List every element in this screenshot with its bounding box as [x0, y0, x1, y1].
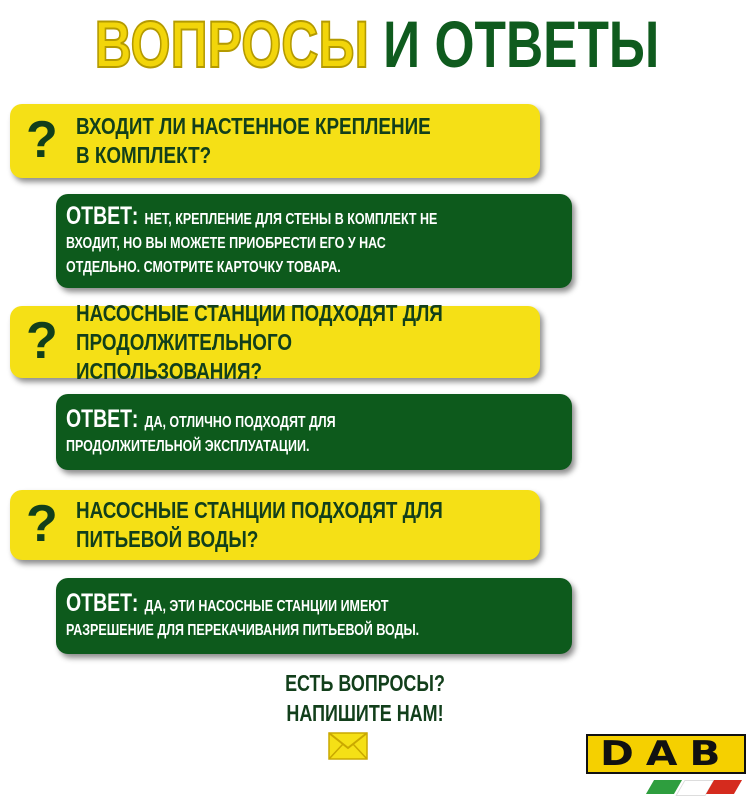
answer-label-3: ОТВЕТ:	[66, 589, 139, 617]
question-box-3	[10, 490, 540, 560]
title-part-1: ВОПРОСЫ	[94, 7, 369, 81]
answer-text-1: НЕТ, КРЕПЛЕНИЕ ДЛЯ СТЕНЫ В КОМПЛЕКТ НЕ ВХОДИТ, НО ВЫ МОЖЕТЕ ПРИОБРЕСТИ ЕГО У НАС ОТДЕЛЬНО. СМОТРИТЕ КАРТОЧКУ ТОВАРА.	[66, 211, 438, 276]
question-text-3: НАСОСНЫЕ СТАНЦИИ ПОДХОДЯТ ДЛЯ ПИТЬЕВОЙ ВОДЫ?	[76, 497, 443, 552]
question-box-2	[10, 299, 540, 384]
question-text-1: ВХОДИТ ЛИ НАСТЕННОЕ КРЕПЛЕНИЕ В КОМПЛЕКТ?	[76, 113, 431, 168]
logo-text: DAB	[599, 734, 733, 774]
question-text-2: НАСОСНЫЕ СТАНЦИИ ПОДХОДЯТ ДЛЯ ПРОДОЛЖИТЕЛЬНОГО ИСПОЛЬЗОВАНИЯ?	[76, 299, 443, 384]
cta-line-2: НАПИШИТЕ НАМ!	[286, 700, 444, 726]
answer-box-3	[56, 578, 572, 654]
answer-box-1	[56, 194, 572, 288]
question-mark-icon: ?	[26, 494, 58, 553]
cta-line-1: ЕСТЬ ВОПРОСЫ?	[285, 670, 445, 696]
answer-box-2	[56, 394, 572, 470]
title-part-2: И ОТВЕТЫ	[383, 7, 660, 81]
flag-red	[706, 780, 742, 794]
answer-text-2: ДА, ОТЛИЧНО ПОДХОДЯТ ДЛЯ ПРОДОЛЖИТЕЛЬНОЙ ЭКСПЛУАТАЦИИ.	[66, 414, 336, 455]
dab-logo	[586, 734, 750, 796]
envelope-icon[interactable]	[328, 732, 368, 760]
answer-label-2: ОТВЕТ:	[66, 405, 139, 433]
answer-label-1: ОТВЕТ:	[66, 202, 139, 230]
question-mark-icon: ?	[26, 311, 58, 370]
question-box-1	[10, 104, 540, 178]
answer-text-3: ДА, ЭТИ НАСОСНЫЕ СТАНЦИИ ИМЕЮТ РАЗРЕШЕНИЕ ДЛЯ ПЕРЕКАЧИВАНИЯ ПИТЬЕВОЙ ВОДЫ.	[66, 598, 420, 639]
question-mark-icon: ?	[26, 110, 58, 169]
contact-call-to-action	[236, 668, 493, 728]
page-title	[83, 8, 671, 80]
